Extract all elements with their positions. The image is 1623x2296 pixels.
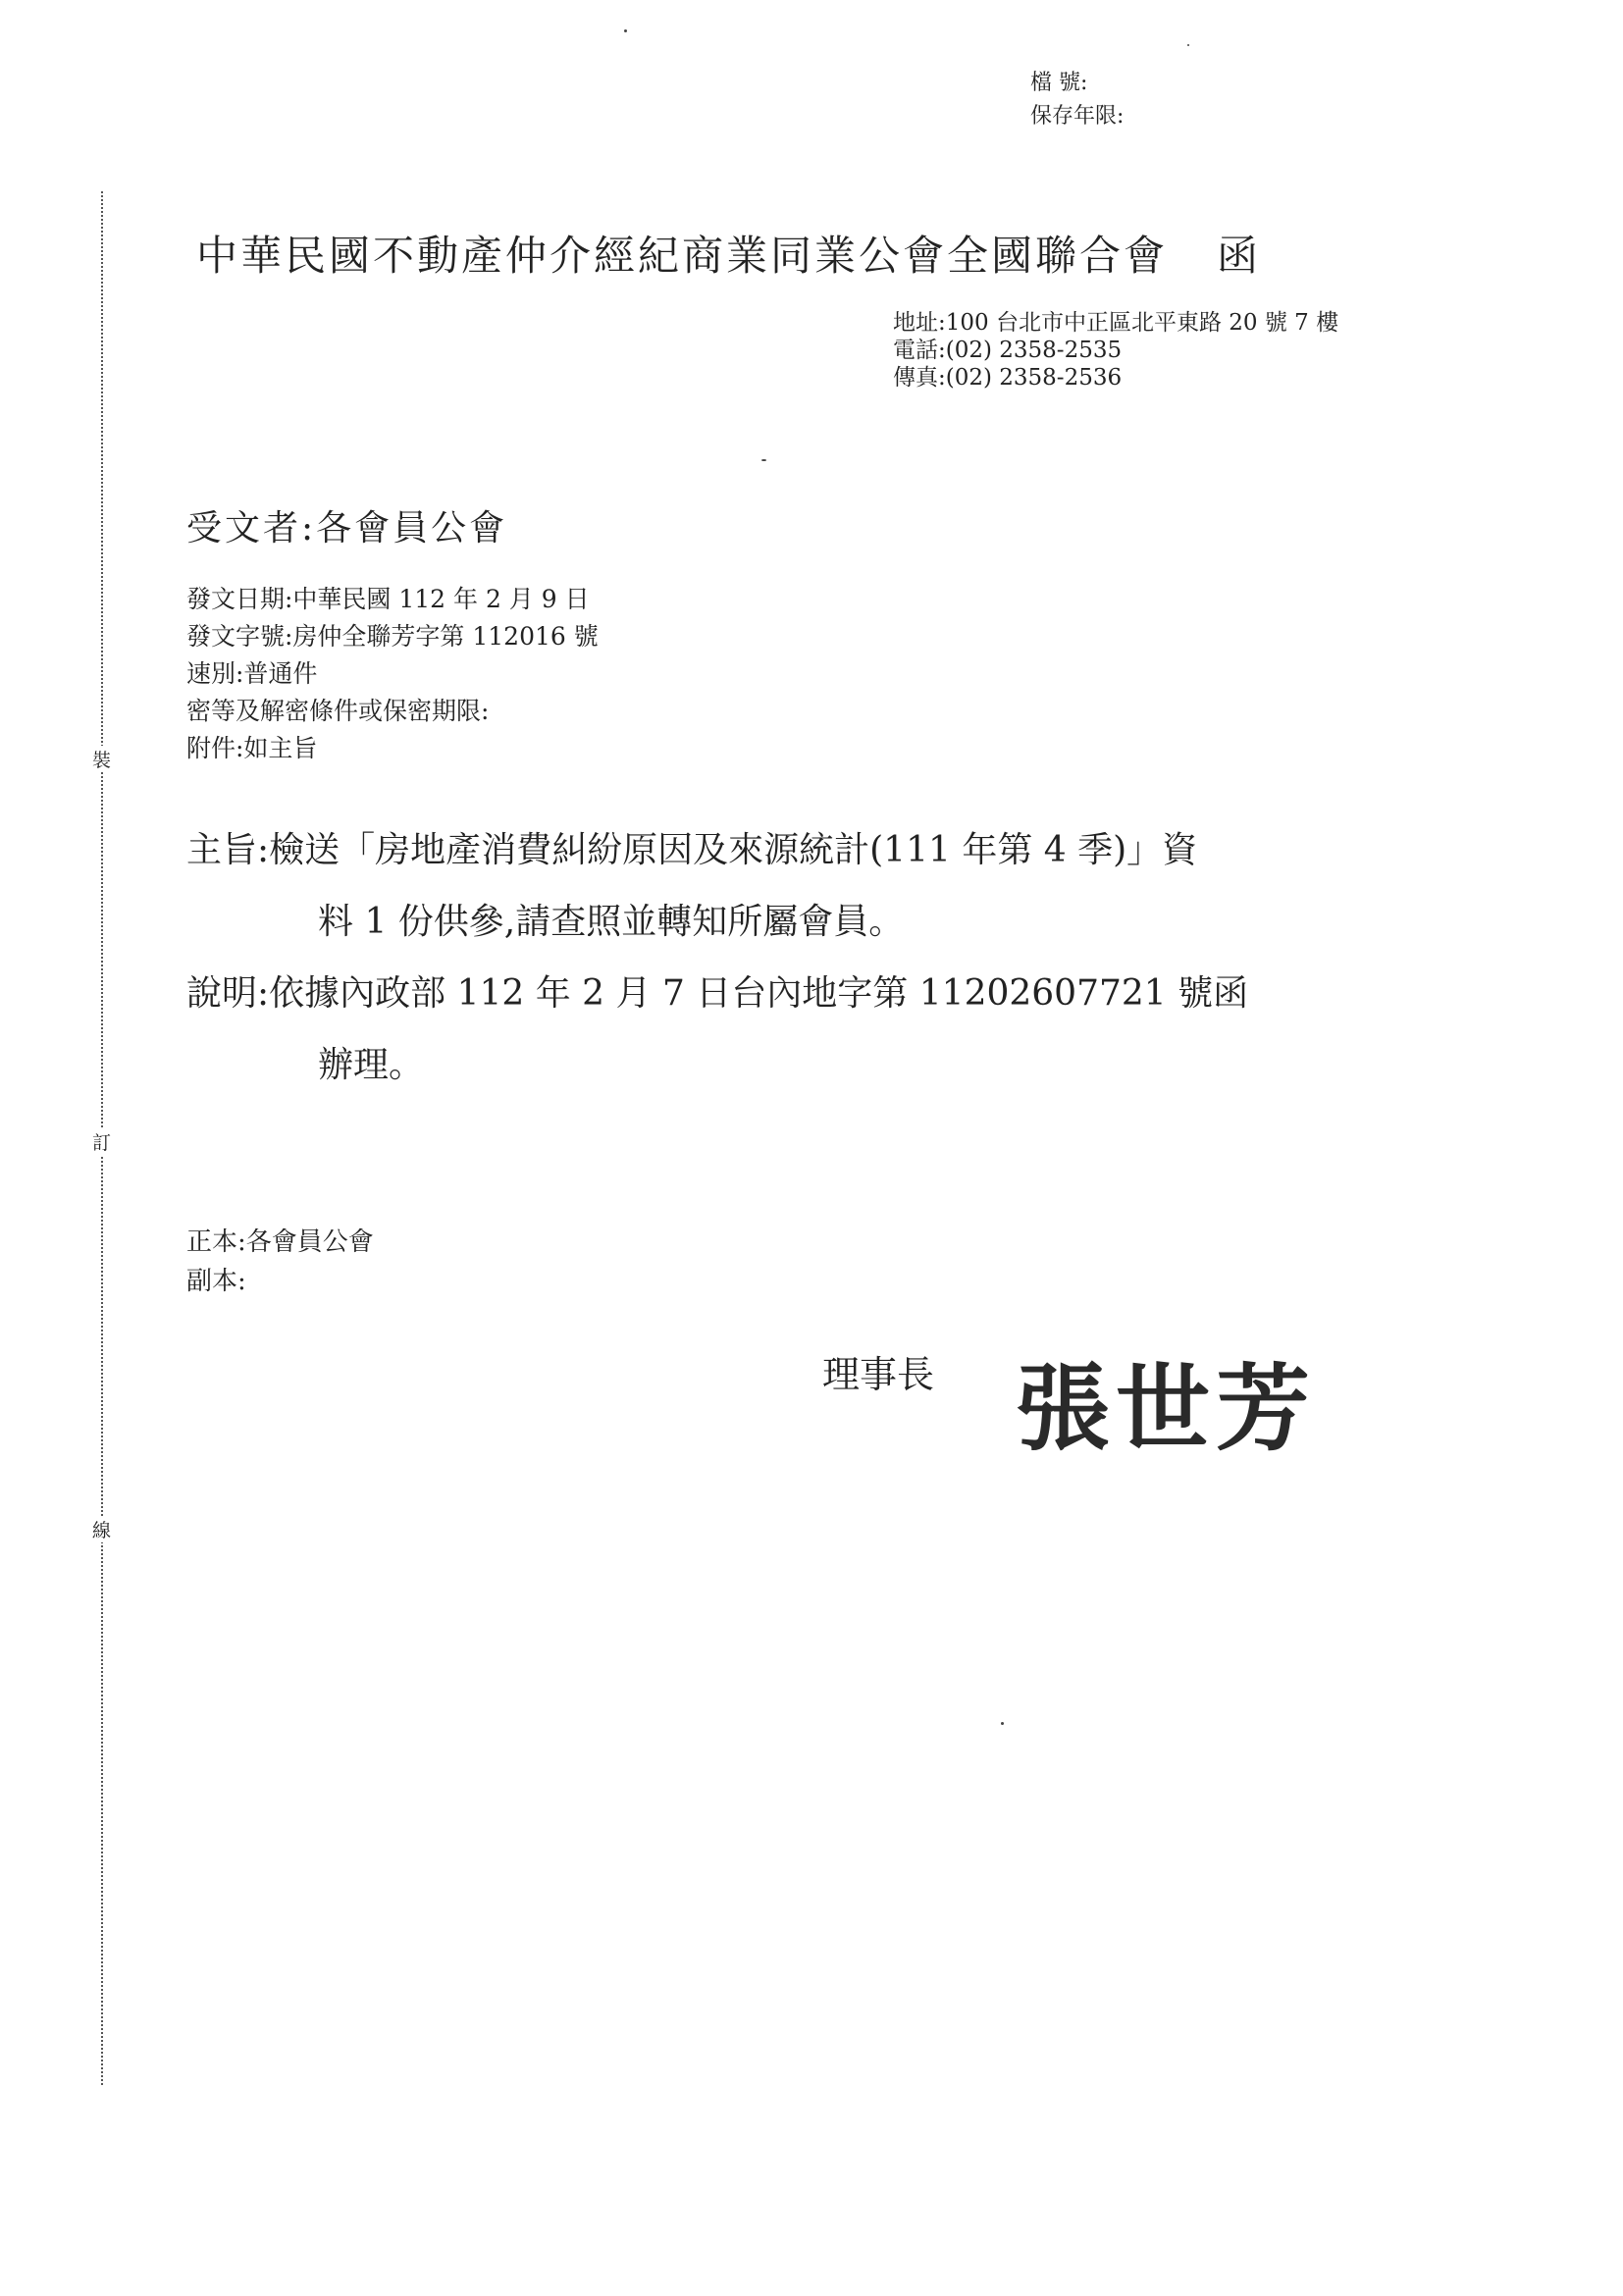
subject-line-1: 主旨:檢送「房地產消費糾紛原因及來源統計(111 年第 4 季)」資 xyxy=(186,830,1198,870)
phone: 電話:(02) 2358-2535 xyxy=(893,338,1123,363)
scan-speck xyxy=(1187,44,1189,46)
dispatch-meta xyxy=(186,581,599,767)
recipient: 受文者:各會員公會 xyxy=(186,508,508,548)
contact-block xyxy=(893,309,1338,391)
document-type: 函 xyxy=(1217,232,1262,280)
retention-period-label: 保存年限: xyxy=(1030,104,1125,129)
dispatch-date: 發文日期:中華民國 112 年 2 月 9 日 xyxy=(186,585,590,613)
original-recipient: 正本:各會員公會 xyxy=(186,1227,374,1257)
explanation-line-2: 辦理。 xyxy=(318,1045,425,1085)
speed-class: 速別:普通件 xyxy=(186,659,318,688)
address: 地址:100 台北市中正區北平東路 20 號 7 樓 xyxy=(893,310,1339,336)
binding-mark-bind: 裝 xyxy=(92,746,111,772)
letterhead-title xyxy=(196,224,1261,283)
organization-name: 中華民國不動產仲介經紀商業同業公會全國聯合會 xyxy=(196,232,1169,280)
binding-mark-line: 線 xyxy=(92,1516,111,1542)
scan-speck xyxy=(1001,1722,1004,1725)
attachment: 附件:如主旨 xyxy=(186,734,318,762)
signer-title: 理事長 xyxy=(822,1353,935,1396)
letter-body xyxy=(186,814,1248,1101)
file-number-label: 檔 號: xyxy=(1030,71,1088,95)
cc-recipient: 副本: xyxy=(186,1267,246,1296)
fax: 傳真:(02) 2358-2536 xyxy=(893,365,1123,391)
scan-speck xyxy=(761,459,766,461)
explanation-line-1: 說明:依據內政部 112 年 2 月 7 日台內地字第 11202607721 號函 xyxy=(186,973,1249,1014)
dispatch-number: 發文字號:房仲全聯芳字第 112016 號 xyxy=(186,622,599,651)
binding-mark-staple: 訂 xyxy=(92,1128,111,1155)
distribution xyxy=(186,1223,374,1301)
confidentiality: 密等及解密條件或保密期限: xyxy=(186,697,490,725)
scan-speck xyxy=(624,29,627,32)
subject-line-2: 料 1 份供參,請查照並轉知所屬會員。 xyxy=(318,902,905,942)
file-meta xyxy=(1030,67,1124,133)
signature-stamp: 張世芳 xyxy=(1016,1353,1316,1464)
